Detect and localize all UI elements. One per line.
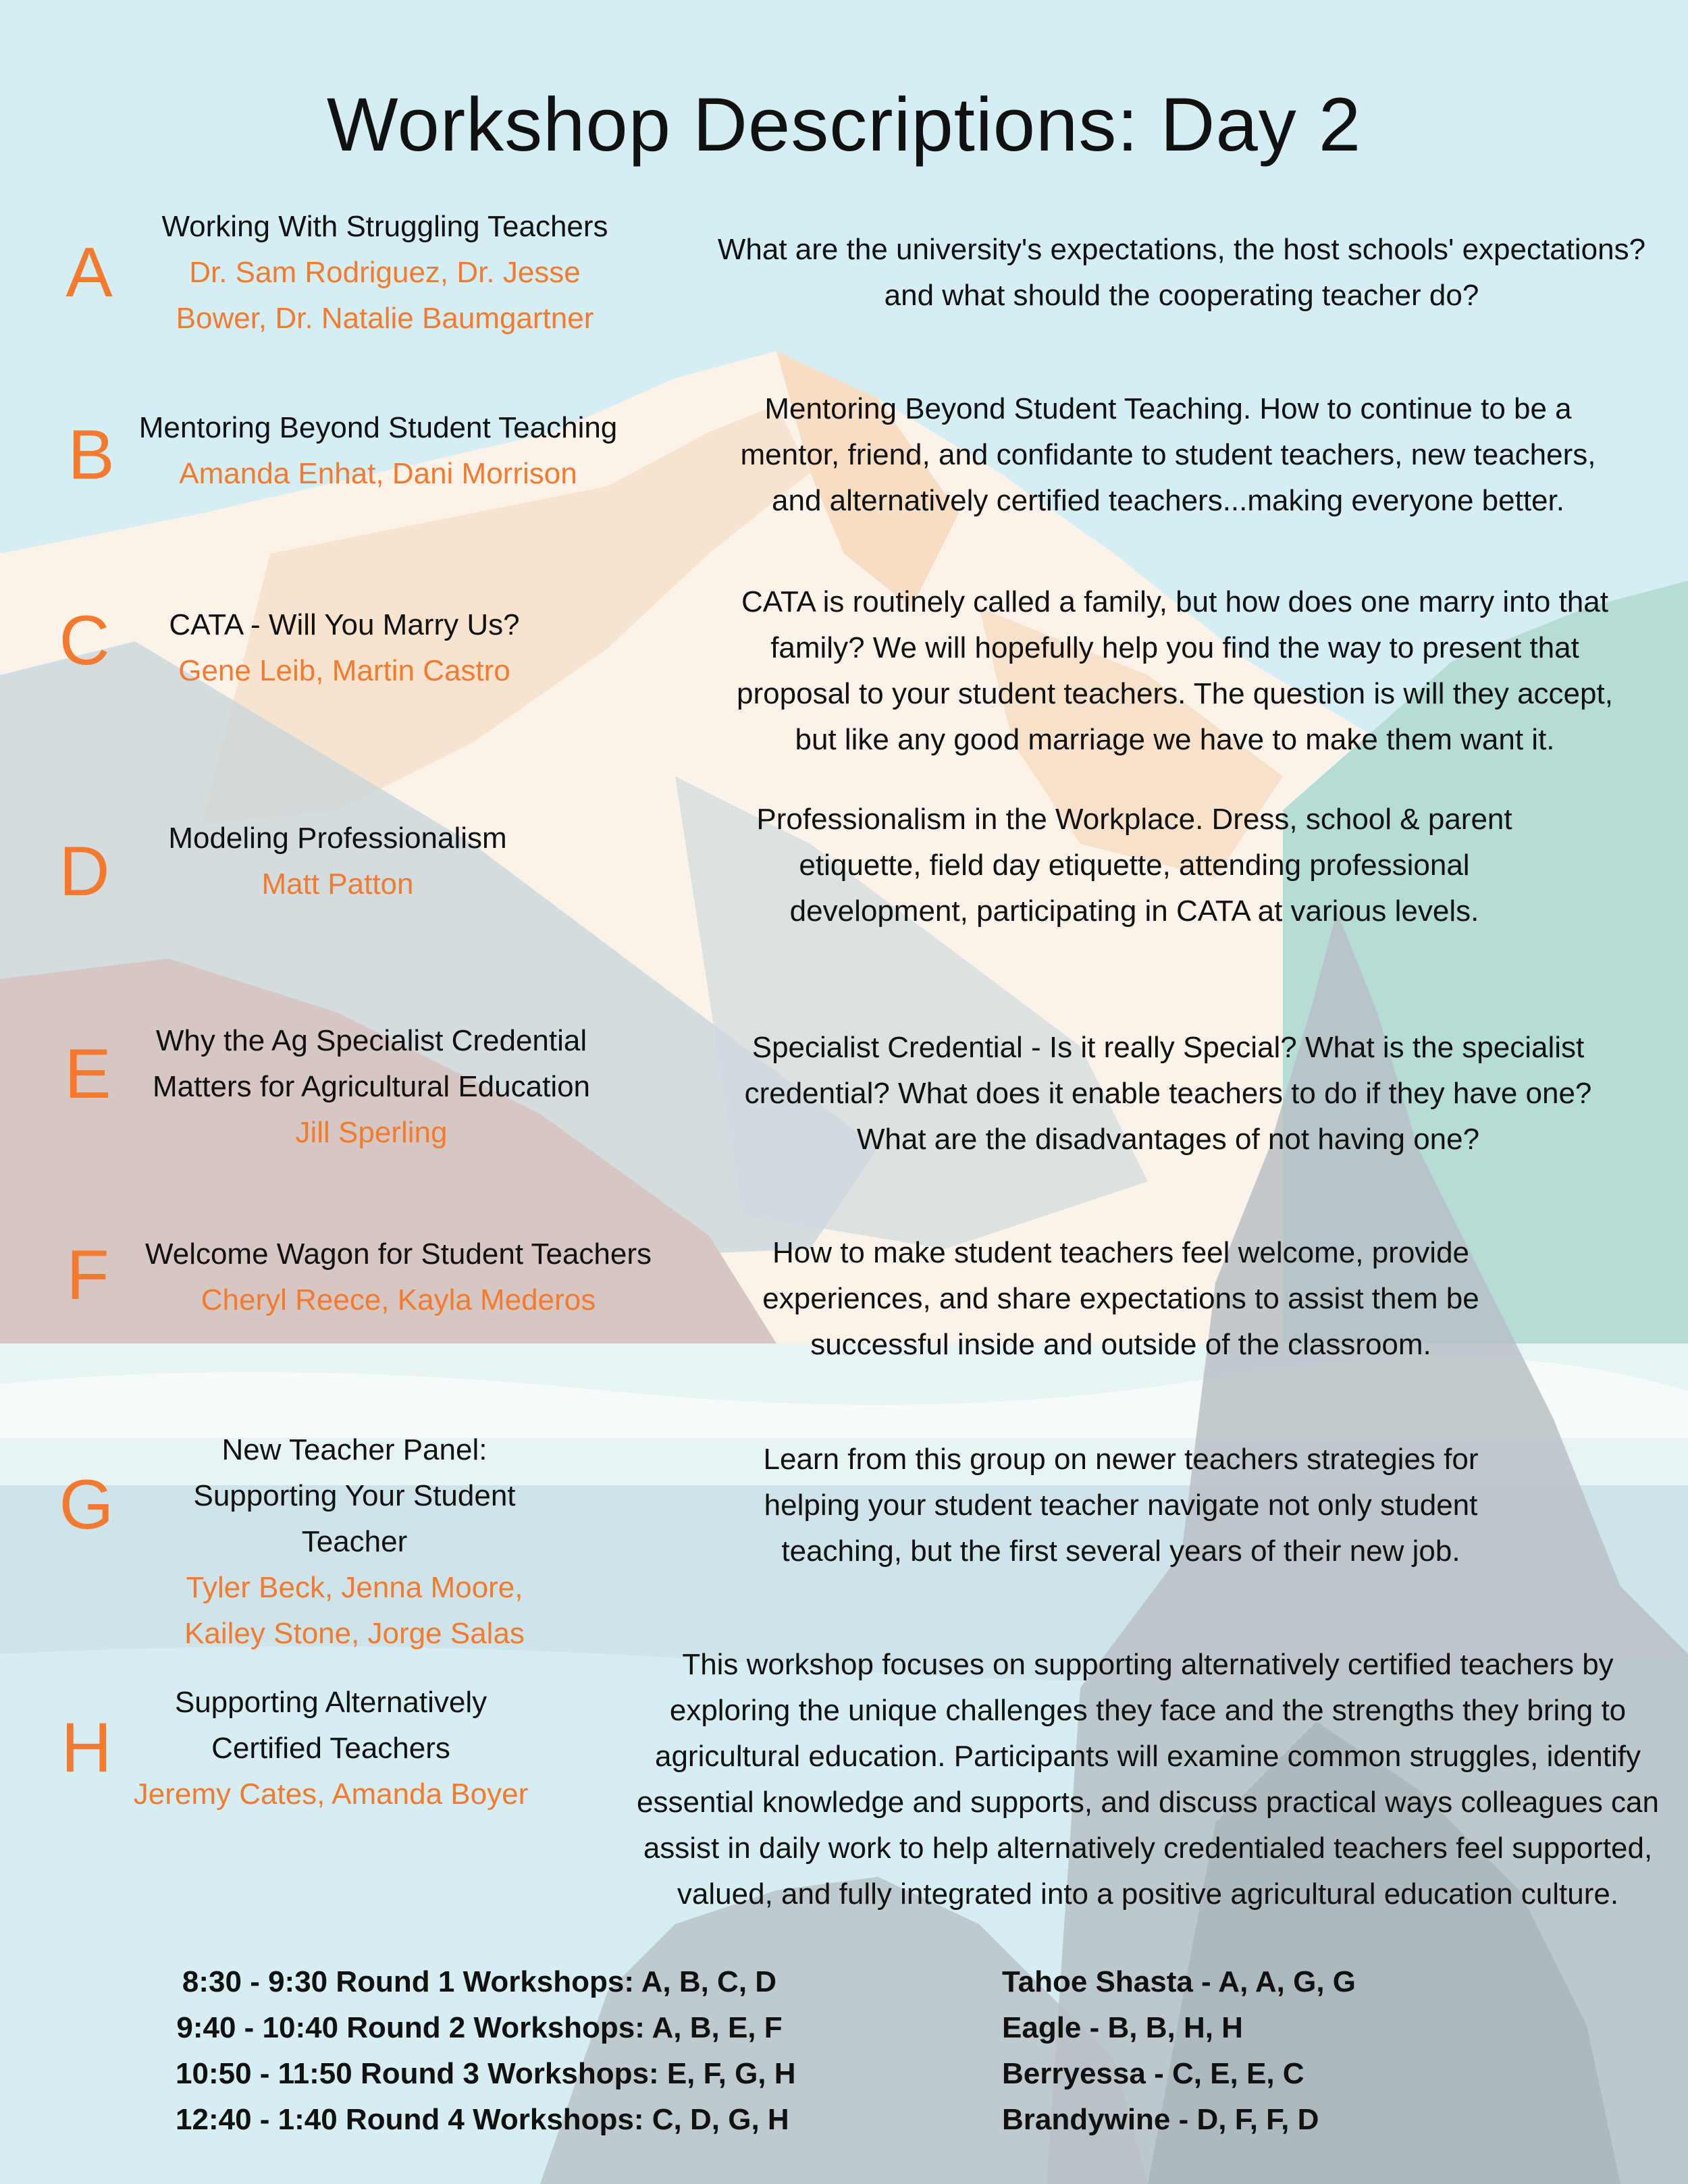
workshop-c-info: [122, 602, 567, 694]
workshop-d-info: [122, 816, 554, 907]
page-title: Workshop Descriptions: Day 2: [326, 82, 1362, 167]
workshop-f-info: [135, 1231, 662, 1323]
room-row: Berryessa - C, E, E, C: [1002, 2057, 1304, 2090]
schedule-row: 12:40 - 1:40 Round 4 Workshops: C, D, G, H: [176, 2103, 789, 2136]
workshop-g-info: [135, 1427, 574, 1657]
workshop-e-info: [135, 1018, 608, 1156]
workshop-title: Supporting Alternatively Certified Teachers: [174, 1686, 487, 1765]
workshop-letter: C: [59, 602, 110, 680]
workshop-presenters: Amanda Enhat, Dani Morrison: [179, 457, 577, 490]
workshop-description: What are the university's expectations, the host schools' expectations? and what should the cooperating teacher do?: [717, 233, 1646, 312]
workshop-letter: H: [61, 1709, 112, 1787]
schedule-row: 10:50 - 11:50 Round 3 Workshops: E, F, G, H: [176, 2057, 796, 2090]
workshop-letter: B: [68, 416, 115, 494]
workshop-presenters: Matt Patton: [261, 868, 414, 901]
workshop-presenters: Tyler Beck, Jenna Moore, Kailey Stone, Jorge Salas: [184, 1571, 525, 1650]
workshop-presenters: Cheryl Reece, Kayla Mederos: [201, 1283, 596, 1316]
room-assignments: [1002, 1959, 1610, 2143]
workshop-b-info: [135, 405, 621, 497]
workshop-title: New Teacher Panel: Supporting Your Student Teacher: [193, 1433, 516, 1558]
workshop-letter: G: [59, 1466, 114, 1544]
workshop-title: Why the Ag Specialist Credential Matters for Agricultural Education: [152, 1024, 591, 1103]
room-row: Tahoe Shasta - A, A, G, G: [1002, 1965, 1356, 1998]
room-row: Brandywine - D, F, F, D: [1002, 2103, 1319, 2136]
round-schedule: [176, 1959, 796, 2143]
workshop-presenters: Dr. Sam Rodriguez, Dr. Jesse Bower, Dr. Natalie Baumgartner: [176, 256, 594, 335]
workshop-description: Specialist Credential - Is it really Special? What is the specialist credential? What does it enable teachers to do if they have one? What are the disadvantages of not having one?: [744, 1031, 1592, 1156]
workshop-a-info: [135, 204, 635, 342]
workshop-letter: E: [64, 1035, 111, 1113]
workshop-description: Professionalism in the Workplace. Dress, school & parent etiquette, field day etiquette, attending professional development, participating in CATA at various levels.: [756, 803, 1512, 928]
workshop-title: CATA - Will You Marry Us?: [169, 608, 520, 641]
workshop-presenters: Gene Leib, Martin Castro: [178, 654, 510, 687]
workshop-title: Mentoring Beyond Student Teaching: [138, 411, 618, 444]
workshop-description: Learn from this group on newer teachers strategies for helping your student teacher navigate not only student teaching, but the first several years of their new job.: [763, 1443, 1479, 1568]
schedule-row: 8:30 - 9:30 Round 1 Workshops: A, B, C, D: [182, 1965, 777, 1998]
workshop-letter: D: [59, 832, 110, 911]
workshop-h-info: [122, 1680, 540, 1817]
workshop-description: This workshop focuses on supporting alternatively certified teachers by exploring the unique challenges they face and the strengths they bring to agricultural education. Participants will examine common struggles, identify essential knowledge and supports, and discuss practical ways colleagues can assist in daily work to help alternatively credentialed teachers feel supported, valued, and fully integrated into a positive agricultural education culture.: [637, 1648, 1659, 1911]
workshop-description: How to make student teachers feel welcome, provide experiences, and share expectations to assist them be successful inside and outside of the classroom.: [762, 1236, 1479, 1361]
workshop-presenters: Jeremy Cates, Amanda Boyer: [133, 1778, 529, 1811]
workshop-letter: A: [65, 234, 113, 312]
workshop-title: Welcome Wagon for Student Teachers: [144, 1237, 652, 1271]
schedule-row: 9:40 - 10:40 Round 2 Workshops: A, B, E, F: [176, 2011, 783, 2044]
workshop-presenters: Jill Sperling: [295, 1116, 448, 1149]
workshop-title: Modeling Professionalism: [168, 822, 507, 855]
workshop-description: Mentoring Beyond Student Teaching. How to continue to be a mentor, friend, and confidante to student teachers, new teachers, and alternatively certified teachers...making everyone better.: [740, 392, 1596, 517]
workshop-letter: F: [66, 1236, 109, 1314]
workshop-title: Working With Struggling Teachers: [161, 210, 608, 243]
room-row: Eagle - B, B, H, H: [1002, 2011, 1243, 2044]
workshop-description: CATA is routinely called a family, but how does one marry into that family? We will hopefully help you find the way to present that proposal to your student teachers. The question is will they accept, but like any good marriage we have to make them want it.: [737, 585, 1613, 756]
